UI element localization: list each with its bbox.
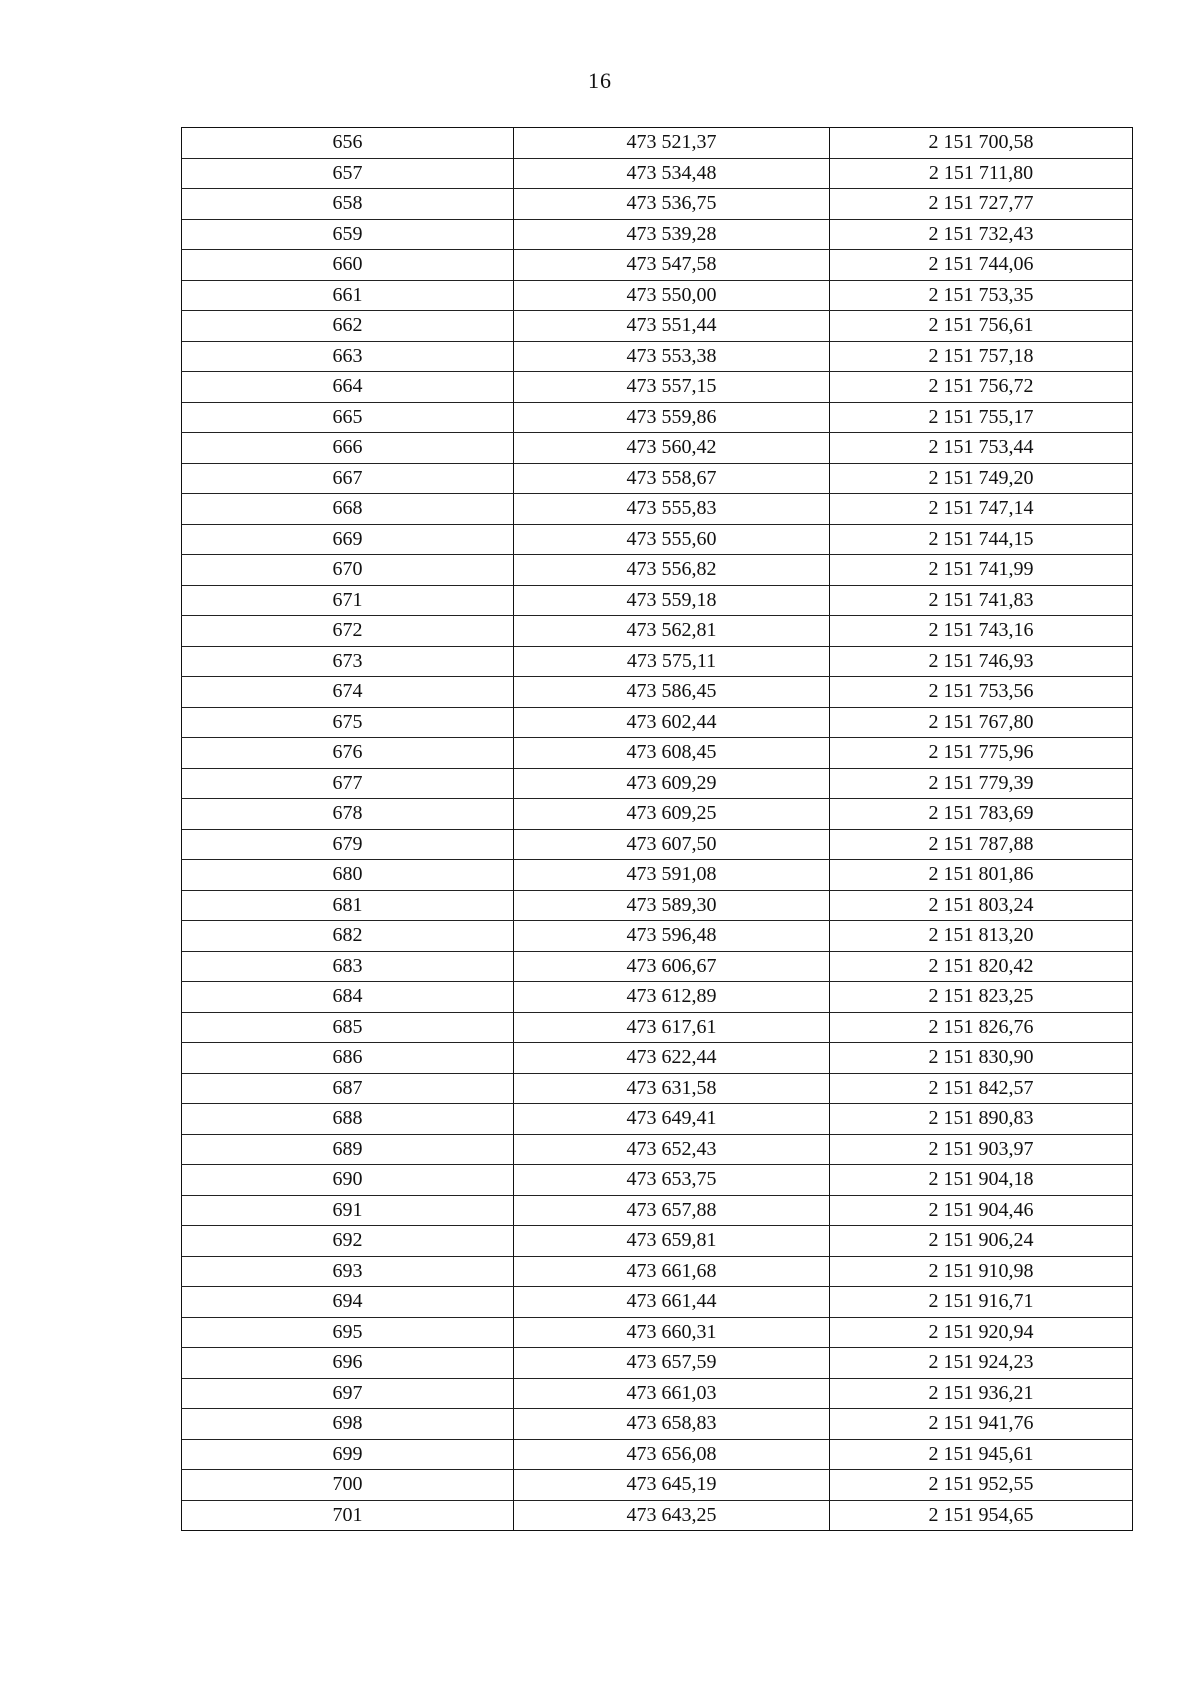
y-coordinate-cell: 2 151 941,76 [830,1409,1133,1440]
table-row [182,1287,1133,1318]
y-coordinate-cell: 2 151 924,23 [830,1348,1133,1379]
table-row [182,677,1133,708]
table-row [182,524,1133,555]
x-coordinate-cell: 473 661,03 [514,1378,830,1409]
x-coordinate-cell: 473 645,19 [514,1470,830,1501]
x-coordinate-cell: 473 558,67 [514,463,830,494]
point-number-cell: 690 [182,1165,514,1196]
table-row [182,738,1133,769]
y-coordinate-cell: 2 151 945,61 [830,1439,1133,1470]
y-coordinate-cell: 2 151 744,15 [830,524,1133,555]
y-coordinate-cell: 2 151 910,98 [830,1256,1133,1287]
table-row [182,799,1133,830]
page-number: 16 [588,68,612,93]
table-row [182,1195,1133,1226]
y-coordinate-cell: 2 151 775,96 [830,738,1133,769]
y-coordinate-cell: 2 151 906,24 [830,1226,1133,1257]
x-coordinate-cell: 473 649,41 [514,1104,830,1135]
table-row [182,189,1133,220]
table-row [182,372,1133,403]
x-coordinate-cell: 473 606,67 [514,951,830,982]
y-coordinate-cell: 2 151 787,88 [830,829,1133,860]
y-coordinate-cell: 2 151 803,24 [830,890,1133,921]
point-number-cell: 700 [182,1470,514,1501]
point-number-cell: 678 [182,799,514,830]
point-number-cell: 689 [182,1134,514,1165]
table-row [182,1043,1133,1074]
point-number-cell: 657 [182,158,514,189]
point-number-cell: 701 [182,1500,514,1531]
point-number-cell: 666 [182,433,514,464]
y-coordinate-cell: 2 151 779,39 [830,768,1133,799]
x-coordinate-cell: 473 607,50 [514,829,830,860]
y-coordinate-cell: 2 151 747,14 [830,494,1133,525]
y-coordinate-cell: 2 151 842,57 [830,1073,1133,1104]
point-number-cell: 659 [182,219,514,250]
y-coordinate-cell: 2 151 746,93 [830,646,1133,677]
point-number-cell: 665 [182,402,514,433]
point-number-cell: 676 [182,738,514,769]
x-coordinate-cell: 473 521,37 [514,128,830,159]
table-row [182,860,1133,891]
x-coordinate-cell: 473 612,89 [514,982,830,1013]
table-row [182,555,1133,586]
x-coordinate-cell: 473 657,59 [514,1348,830,1379]
coordinates-table-body [182,128,1133,1531]
point-number-cell: 670 [182,555,514,586]
x-coordinate-cell: 473 596,48 [514,921,830,952]
table-row [182,585,1133,616]
y-coordinate-cell: 2 151 700,58 [830,128,1133,159]
point-number-cell: 680 [182,860,514,891]
x-coordinate-cell: 473 609,29 [514,768,830,799]
x-coordinate-cell: 473 551,44 [514,311,830,342]
x-coordinate-cell: 473 553,38 [514,341,830,372]
point-number-cell: 693 [182,1256,514,1287]
table-row [182,829,1133,860]
table-row [182,1012,1133,1043]
table-row [182,128,1133,159]
x-coordinate-cell: 473 556,82 [514,555,830,586]
y-coordinate-cell: 2 151 757,18 [830,341,1133,372]
x-coordinate-cell: 473 557,15 [514,372,830,403]
x-coordinate-cell: 473 617,61 [514,1012,830,1043]
x-coordinate-cell: 473 608,45 [514,738,830,769]
point-number-cell: 692 [182,1226,514,1257]
x-coordinate-cell: 473 555,83 [514,494,830,525]
table-row [182,616,1133,647]
table-row [182,433,1133,464]
table-row [182,219,1133,250]
x-coordinate-cell: 473 661,44 [514,1287,830,1318]
y-coordinate-cell: 2 151 711,80 [830,158,1133,189]
x-coordinate-cell: 473 539,28 [514,219,830,250]
x-coordinate-cell: 473 575,11 [514,646,830,677]
x-coordinate-cell: 473 660,31 [514,1317,830,1348]
table-row [182,890,1133,921]
point-number-cell: 675 [182,707,514,738]
y-coordinate-cell: 2 151 741,83 [830,585,1133,616]
x-coordinate-cell: 473 555,60 [514,524,830,555]
x-coordinate-cell: 473 560,42 [514,433,830,464]
table-row [182,341,1133,372]
point-number-cell: 679 [182,829,514,860]
point-number-cell: 677 [182,768,514,799]
point-number-cell: 656 [182,128,514,159]
point-number-cell: 684 [182,982,514,1013]
y-coordinate-cell: 2 151 916,71 [830,1287,1133,1318]
y-coordinate-cell: 2 151 749,20 [830,463,1133,494]
y-coordinate-cell: 2 151 823,25 [830,982,1133,1013]
y-coordinate-cell: 2 151 753,44 [830,433,1133,464]
y-coordinate-cell: 2 151 755,17 [830,402,1133,433]
point-number-cell: 658 [182,189,514,220]
table-row [182,707,1133,738]
table-row [182,158,1133,189]
table-row [182,311,1133,342]
y-coordinate-cell: 2 151 783,69 [830,799,1133,830]
point-number-cell: 674 [182,677,514,708]
table-row [182,250,1133,281]
x-coordinate-cell: 473 547,58 [514,250,830,281]
x-coordinate-cell: 473 657,88 [514,1195,830,1226]
x-coordinate-cell: 473 643,25 [514,1500,830,1531]
table-row [182,1348,1133,1379]
table-row [182,768,1133,799]
point-number-cell: 683 [182,951,514,982]
table-row [182,1500,1133,1531]
point-number-cell: 662 [182,311,514,342]
y-coordinate-cell: 2 151 952,55 [830,1470,1133,1501]
x-coordinate-cell: 473 653,75 [514,1165,830,1196]
table-row [182,280,1133,311]
y-coordinate-cell: 2 151 813,20 [830,921,1133,952]
table-row [182,1409,1133,1440]
y-coordinate-cell: 2 151 954,65 [830,1500,1133,1531]
y-coordinate-cell: 2 151 904,46 [830,1195,1133,1226]
y-coordinate-cell: 2 151 801,86 [830,860,1133,891]
x-coordinate-cell: 473 534,48 [514,158,830,189]
y-coordinate-cell: 2 151 920,94 [830,1317,1133,1348]
point-number-cell: 682 [182,921,514,952]
x-coordinate-cell: 473 661,68 [514,1256,830,1287]
point-number-cell: 691 [182,1195,514,1226]
table-row [182,1256,1133,1287]
y-coordinate-cell: 2 151 756,72 [830,372,1133,403]
coordinates-table [181,127,1133,1531]
table-row [182,982,1133,1013]
x-coordinate-cell: 473 631,58 [514,1073,830,1104]
table-row [182,921,1133,952]
x-coordinate-cell: 473 591,08 [514,860,830,891]
point-number-cell: 669 [182,524,514,555]
x-coordinate-cell: 473 602,44 [514,707,830,738]
y-coordinate-cell: 2 151 756,61 [830,311,1133,342]
point-number-cell: 681 [182,890,514,921]
x-coordinate-cell: 473 562,81 [514,616,830,647]
x-coordinate-cell: 473 536,75 [514,189,830,220]
y-coordinate-cell: 2 151 727,77 [830,189,1133,220]
point-number-cell: 697 [182,1378,514,1409]
point-number-cell: 668 [182,494,514,525]
table-row [182,494,1133,525]
point-number-cell: 667 [182,463,514,494]
table-row [182,1165,1133,1196]
y-coordinate-cell: 2 151 767,80 [830,707,1133,738]
point-number-cell: 699 [182,1439,514,1470]
y-coordinate-cell: 2 151 904,18 [830,1165,1133,1196]
y-coordinate-cell: 2 151 744,06 [830,250,1133,281]
x-coordinate-cell: 473 586,45 [514,677,830,708]
x-coordinate-cell: 473 622,44 [514,1043,830,1074]
point-number-cell: 663 [182,341,514,372]
point-number-cell: 673 [182,646,514,677]
y-coordinate-cell: 2 151 753,56 [830,677,1133,708]
point-number-cell: 688 [182,1104,514,1135]
x-coordinate-cell: 473 652,43 [514,1134,830,1165]
y-coordinate-cell: 2 151 890,83 [830,1104,1133,1135]
point-number-cell: 664 [182,372,514,403]
table-row [182,1104,1133,1135]
x-coordinate-cell: 473 559,86 [514,402,830,433]
point-number-cell: 660 [182,250,514,281]
point-number-cell: 672 [182,616,514,647]
table-row [182,1073,1133,1104]
x-coordinate-cell: 473 656,08 [514,1439,830,1470]
point-number-cell: 695 [182,1317,514,1348]
y-coordinate-cell: 2 151 741,99 [830,555,1133,586]
y-coordinate-cell: 2 151 820,42 [830,951,1133,982]
table-row [182,402,1133,433]
x-coordinate-cell: 473 609,25 [514,799,830,830]
y-coordinate-cell: 2 151 830,90 [830,1043,1133,1074]
point-number-cell: 696 [182,1348,514,1379]
y-coordinate-cell: 2 151 732,43 [830,219,1133,250]
point-number-cell: 686 [182,1043,514,1074]
y-coordinate-cell: 2 151 743,16 [830,616,1133,647]
x-coordinate-cell: 473 658,83 [514,1409,830,1440]
point-number-cell: 687 [182,1073,514,1104]
point-number-cell: 698 [182,1409,514,1440]
table-row [182,463,1133,494]
table-row [182,1470,1133,1501]
y-coordinate-cell: 2 151 903,97 [830,1134,1133,1165]
table-row [182,646,1133,677]
table-row [182,1439,1133,1470]
y-coordinate-cell: 2 151 826,76 [830,1012,1133,1043]
x-coordinate-cell: 473 659,81 [514,1226,830,1257]
table-row [182,1378,1133,1409]
table-row [182,1134,1133,1165]
x-coordinate-cell: 473 589,30 [514,890,830,921]
point-number-cell: 671 [182,585,514,616]
x-coordinate-cell: 473 550,00 [514,280,830,311]
table-row [182,1226,1133,1257]
y-coordinate-cell: 2 151 753,35 [830,280,1133,311]
table-row [182,951,1133,982]
point-number-cell: 661 [182,280,514,311]
y-coordinate-cell: 2 151 936,21 [830,1378,1133,1409]
point-number-cell: 694 [182,1287,514,1318]
x-coordinate-cell: 473 559,18 [514,585,830,616]
table-row [182,1317,1133,1348]
point-number-cell: 685 [182,1012,514,1043]
